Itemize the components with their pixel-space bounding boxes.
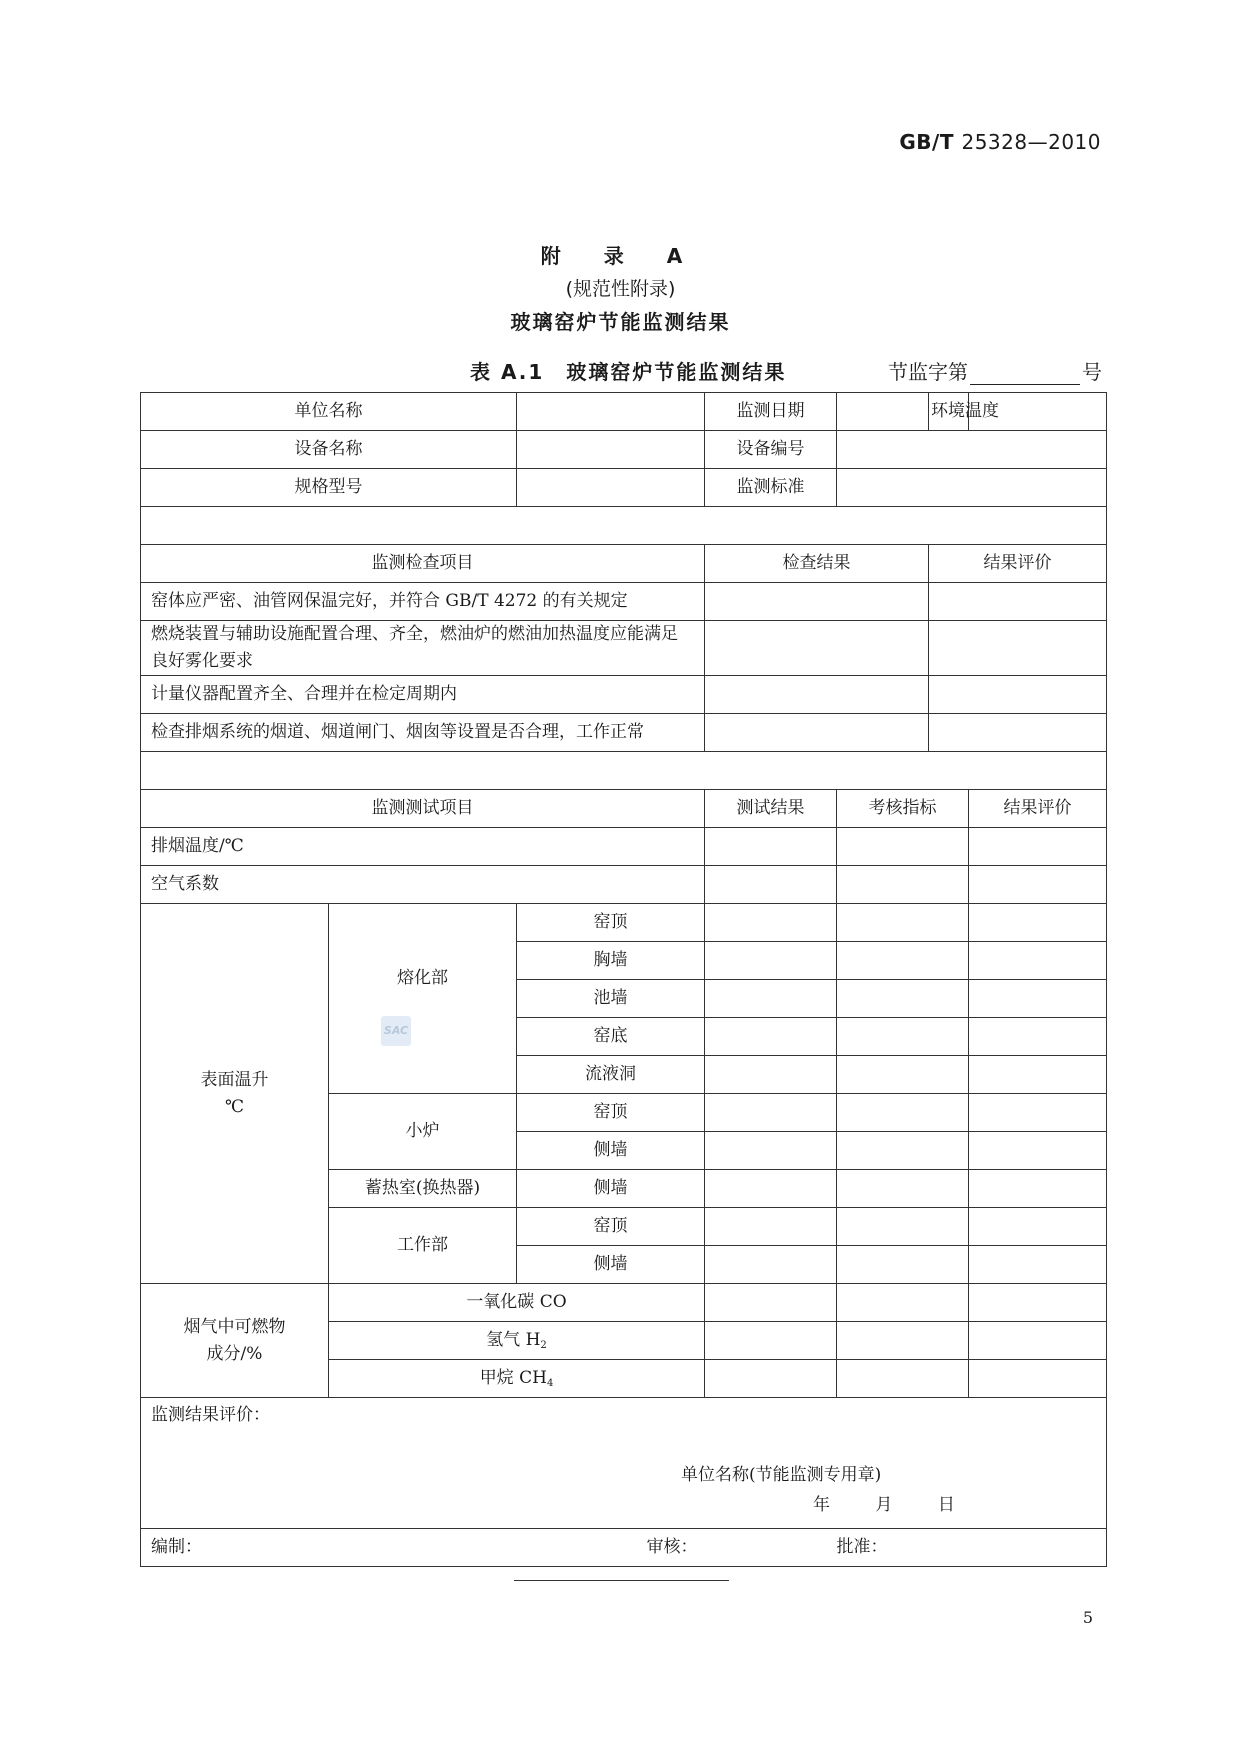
- regenerator-label: 蓄热室(换热器): [329, 1170, 517, 1208]
- test-index-cell[interactable]: [837, 1132, 969, 1170]
- sac-watermark: SAC: [381, 1016, 411, 1046]
- label-ambient-temp: 环境温度: [929, 393, 969, 431]
- label-unit-name: 单位名称: [141, 393, 517, 431]
- serial-number: [888, 356, 1102, 385]
- appendix-type: (规范性附录): [565, 278, 676, 300]
- inspection-evaluation-cell[interactable]: [929, 621, 1107, 676]
- inspection-item: 检查排烟系统的烟道、烟道闸门、烟囱等设置是否合理，工作正常: [141, 714, 705, 752]
- test-evaluation-cell[interactable]: [969, 1284, 1107, 1322]
- test-item-header: 监测测试项目: [141, 790, 705, 828]
- inspection-result-cell[interactable]: [705, 583, 929, 621]
- test-evaluation-cell[interactable]: [969, 1018, 1107, 1056]
- date-year: 年: [813, 1495, 830, 1516]
- inspection-item-header: 监测检查项目: [141, 545, 705, 583]
- part-label: 侧墙: [517, 1132, 705, 1170]
- ch4-subscript: 4: [546, 1378, 554, 1390]
- value-model[interactable]: [517, 469, 705, 507]
- test-index-cell[interactable]: [837, 1056, 969, 1094]
- appendix-title: 玻璃窑炉节能监测结果: [510, 310, 731, 334]
- part-label: 窑底: [517, 1018, 705, 1056]
- test-result-cell[interactable]: [705, 1322, 837, 1360]
- inspection-item: 计量仪器配置齐全、合理并在检定周期内: [141, 676, 705, 714]
- small-furnace-label: 小炉: [329, 1094, 517, 1170]
- combustibles-line1: 烟气中可燃物: [183, 1316, 286, 1337]
- page-number: 5: [1082, 1608, 1093, 1627]
- inspection-result-cell[interactable]: [705, 714, 929, 752]
- inspection-evaluation-cell[interactable]: [929, 583, 1107, 621]
- label-model: 规格型号: [141, 469, 517, 507]
- test-index-cell[interactable]: [837, 1246, 969, 1284]
- value-device-name[interactable]: [517, 431, 705, 469]
- test-index-cell[interactable]: [837, 1322, 969, 1360]
- inspection-evaluation-header: 结果评价: [929, 545, 1107, 583]
- part-label: 胸墙: [517, 942, 705, 980]
- test-result-header: 测试结果: [705, 790, 837, 828]
- date-line: [813, 1492, 995, 1519]
- test-result-cell[interactable]: [705, 1360, 837, 1398]
- value-unit-name[interactable]: [517, 393, 705, 431]
- test-evaluation-cell[interactable]: [969, 1360, 1107, 1398]
- label-monitor-standard: 监测标准: [705, 469, 837, 507]
- test-index-cell[interactable]: [837, 980, 969, 1018]
- serial-prefix: 节监字第: [888, 360, 968, 384]
- test-result-cell[interactable]: [705, 1018, 837, 1056]
- test-index-cell[interactable]: [837, 828, 969, 866]
- compile-field[interactable]: 编制：: [141, 1529, 517, 1567]
- test-result-cell[interactable]: [705, 1284, 837, 1322]
- test-result-cell[interactable]: [705, 904, 837, 942]
- approve-field[interactable]: 批准：: [837, 1529, 1107, 1567]
- ch4-text: 甲烷 CH: [479, 1368, 547, 1389]
- h2-subscript: 2: [540, 1340, 547, 1352]
- serial-suffix: 号: [1082, 360, 1102, 384]
- test-evaluation-cell[interactable]: [969, 1056, 1107, 1094]
- test-result-cell[interactable]: [705, 942, 837, 980]
- table-caption: 表 A.1 玻璃窑炉节能监测结果: [470, 360, 787, 384]
- test-evaluation-cell[interactable]: [969, 1094, 1107, 1132]
- part-label: 窑顶: [517, 1094, 705, 1132]
- test-evaluation-cell[interactable]: [969, 1322, 1107, 1360]
- inspection-result-cell[interactable]: [705, 621, 929, 676]
- label-device-number: 设备编号: [705, 431, 837, 469]
- value-monitor-standard[interactable]: [837, 469, 1107, 507]
- air-coeff-label: 空气系数: [141, 866, 705, 904]
- blank-row: [141, 507, 1107, 545]
- test-evaluation-header: 结果评价: [969, 790, 1107, 828]
- test-result-cell[interactable]: [705, 1132, 837, 1170]
- seal-label: 单位名称(节能监测专用章): [681, 1465, 882, 1486]
- test-evaluation-cell[interactable]: [969, 866, 1107, 904]
- test-evaluation-cell[interactable]: [969, 980, 1107, 1018]
- test-result-cell[interactable]: [705, 1056, 837, 1094]
- monitoring-table-body: [140, 392, 1107, 1567]
- inspection-evaluation-cell[interactable]: [929, 714, 1107, 752]
- part-label: 窑顶: [517, 1208, 705, 1246]
- part-label: 侧墙: [517, 1246, 705, 1284]
- test-index-header: 考核指标: [837, 790, 969, 828]
- inspection-item: 窑体应严密、油管网保温完好，并符合 GB/T 4272 的有关规定: [141, 583, 705, 621]
- part-label: 流液洞: [517, 1056, 705, 1094]
- inspection-item: 燃烧装置与辅助设施配置合理、齐全，燃油炉的燃油加热温度应能满足良好雾化要求: [141, 621, 705, 676]
- working-label: 工作部: [329, 1208, 517, 1284]
- test-index-cell[interactable]: [837, 1094, 969, 1132]
- exhaust-temp-label: 排烟温度/℃: [141, 828, 705, 866]
- serial-blank[interactable]: [970, 364, 1080, 385]
- test-evaluation-cell[interactable]: [969, 1208, 1107, 1246]
- inspection-result-cell[interactable]: [705, 676, 929, 714]
- part-label: 池墙: [517, 980, 705, 1018]
- test-index-cell[interactable]: [837, 1284, 969, 1322]
- test-result-cell[interactable]: [705, 1094, 837, 1132]
- standard-prefix: GB/T: [899, 130, 954, 154]
- test-evaluation-cell[interactable]: [969, 1246, 1107, 1284]
- test-index-cell[interactable]: [837, 1018, 969, 1056]
- inspection-result-header: 检查结果: [705, 545, 929, 583]
- standard-code: [899, 130, 1101, 154]
- evaluation-label: 监测结果评价：: [151, 1405, 270, 1426]
- combustibles-label: [141, 1284, 329, 1398]
- h2-text: 氢气 H: [486, 1330, 541, 1351]
- part-label: 侧墙: [517, 1170, 705, 1208]
- surface-temp-unit: ℃: [224, 1096, 245, 1117]
- date-day: 日: [937, 1495, 955, 1516]
- test-evaluation-cell[interactable]: [969, 1170, 1107, 1208]
- test-index-cell[interactable]: [837, 1360, 969, 1398]
- test-index-cell[interactable]: [837, 942, 969, 980]
- footer-rule: [514, 1580, 729, 1581]
- test-index-cell[interactable]: [837, 866, 969, 904]
- blank-row: [141, 752, 1107, 790]
- combustibles-line2: 成分/%: [206, 1343, 263, 1364]
- date-month: 月: [875, 1495, 893, 1516]
- surface-temp-title: 表面温升: [200, 1069, 269, 1090]
- test-evaluation-cell[interactable]: [969, 1132, 1107, 1170]
- value-device-number[interactable]: [837, 431, 1107, 469]
- inspection-evaluation-cell[interactable]: [929, 676, 1107, 714]
- appendix-label: 附 录 A: [540, 244, 701, 268]
- melting-title: 熔化部: [397, 968, 448, 989]
- test-result-cell[interactable]: [705, 866, 837, 904]
- co-label: 一氧化碳 CO: [329, 1284, 705, 1322]
- melting-label: [329, 904, 517, 1094]
- standard-number: 25328—2010: [961, 130, 1101, 154]
- evaluation-section[interactable]: [141, 1398, 1107, 1529]
- test-index-cell[interactable]: [837, 1208, 969, 1246]
- test-result-cell[interactable]: [705, 980, 837, 1018]
- test-index-cell[interactable]: [837, 1170, 969, 1208]
- test-result-cell[interactable]: [705, 828, 837, 866]
- part-label: 窑顶: [517, 904, 705, 942]
- value-monitor-date[interactable]: [837, 393, 929, 431]
- label-monitor-date: 监测日期: [705, 393, 837, 431]
- h2-label: [329, 1322, 705, 1360]
- label-device-name: 设备名称: [141, 431, 517, 469]
- test-evaluation-cell[interactable]: [969, 942, 1107, 980]
- review-field[interactable]: 审核：: [517, 1529, 837, 1567]
- test-result-cell[interactable]: [705, 1208, 837, 1246]
- test-result-cell[interactable]: [705, 1170, 837, 1208]
- test-evaluation-cell[interactable]: [969, 828, 1107, 866]
- test-evaluation-cell[interactable]: [969, 904, 1107, 942]
- test-index-cell[interactable]: [837, 904, 969, 942]
- ch4-label: [329, 1360, 705, 1398]
- surface-temp-label: [141, 904, 329, 1284]
- test-result-cell[interactable]: [705, 1246, 837, 1284]
